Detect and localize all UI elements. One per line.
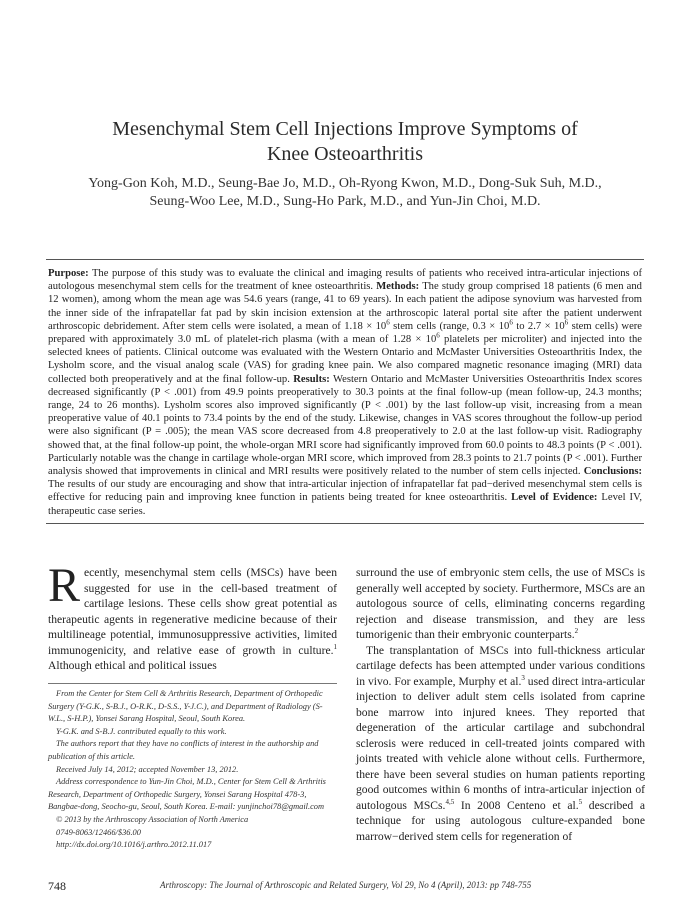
title-line-2: Knee Osteoarthritis: [266, 143, 424, 165]
received-note: Received July 14, 2012; accepted November 13, 2012.: [56, 764, 239, 774]
intro-paragraph: [48, 559, 337, 674]
conclusions-text: The results of our study are encouraging and show that intra-articular injection of infrapatellar fat pad−derived mesenchymal stem cells is effective for reducing pain and improving knee function in patients being treated for knee osteoarthritis.: [48, 479, 642, 504]
methods-text: stem cells) were prepared with approximately 3.0 mL of platelet-rich plasma (with a mean of 1.28 × 10: [48, 320, 642, 346]
authors-line-2: Seung-Woo Lee, M.D., Sung-Ho Park, M.D., and Yun-Jin Choi, M.D.: [149, 194, 541, 209]
purpose-text: The purpose of this study was to evaluate the clinical and imaging results of patients who received intra-articular injections of autologous mesenchymal stem cells for the treatment of knee osteoarthritis.: [48, 268, 642, 293]
methods-text: The study group comprised 18 patients (6 men and 12 women), among whom the mean age was 54.6 years (range, 41 to 69 years). In each patient the adipose synovium was harvested from the inner side of the infrapatellar fat pad by skin incision extension at the arthroscopic lateral portal site after the patient underwent arthroscopic debridement. After stem cells were isolated, a mean of 1.18 × 10: [48, 281, 642, 332]
body-column-right: [356, 565, 645, 844]
reference-3[interactable]: 3: [521, 673, 525, 682]
methods-label: Methods:: [376, 281, 420, 293]
page-number: 748: [48, 879, 66, 893]
intro-text-cont: Although ethical and political issues: [48, 659, 217, 672]
paragraph-text: described a technique for using autologous culture-expanded bone marrow−derived stem cells for regeneration of: [356, 798, 645, 843]
conclusions-label: Conclusions:: [583, 466, 642, 478]
results-text: Western Ontario and McMaster Universities Osteoarthritis Index scores decreased significantly (P < .001) from 49.9 points preoperatively to 30.3 points at the final follow-up (mean follow-up, 24.3 months; range, 24 to 26 months). Lysholm scores also improved significantly (P < .001) by the last follow-up visit, increasing from a mean preoperative value of 40.1 points to 73.4 points by the end of the study. Likewise, changes in VAS scores throughout the follow-up period were also significant (P = .005); the mean VAS score decreased from 4.8 preoperatively to 2.0 at the last follow-up visit. Radiography showed that, at the final follow-up point, the whole-organ MRI score had significantly improved from 60.0 points to 48.3 points (P < .001). Particularly notable was the change in cartilage whole-organ MRI score, which improved from 28.3 points to 21.7 points (P < .001). Further analysis showed that improvements in clinical and MRI results were positively related to the number of stem cells injected.: [48, 373, 642, 478]
results-label: Results:: [293, 373, 330, 385]
reference-1[interactable]: 1: [333, 642, 337, 651]
superscript: 6: [564, 318, 569, 327]
doi-link[interactable]: http://dx.doi.org/10.1016/j.arthro.2012.11.017: [56, 840, 212, 850]
conflict-note: The authors report that they have no conflicts of interest in the authorship and publication of this article.: [48, 739, 319, 761]
evidence-text: Level IV, therapeutic case series.: [48, 492, 643, 517]
correspondence-note: Address correspondence to Yun-Jin Choi, M.D., Center for Stem Cell & Arthritis Research, Department of Orthopedic Surgery, Yonsei Sarang Hospital 478-3, Bangbae-dong, Seocho-gu, Seoul, South Korea. E-mail: yunjinchoi78@gmail.com: [48, 777, 326, 812]
paragraph-text: In 2008 Centeno et al.: [454, 798, 579, 812]
drop-cap: R: [48, 559, 81, 612]
copyright-note: © 2013 by the Arthroscopy Association of North America: [56, 814, 249, 824]
reference-5[interactable]: 5: [578, 797, 583, 806]
contribution-note: Y-G.K. and S-B.J. contributed equally to this work.: [56, 726, 227, 736]
issn-note: 0749-8063/12466/$36.00: [56, 827, 141, 837]
title-line-1: Mesenchymal Stem Cell Injections Improve Symptoms of: [112, 118, 578, 140]
superscript: 6: [436, 331, 440, 340]
reference-4-5[interactable]: 4,5: [445, 797, 455, 806]
body-paragraph-2: [356, 643, 645, 845]
paragraph-text: used direct intra-articular injection to deliver adult stem cells isolated from caprine bone marrow into injured knees. They reported that degeneration of the articular cartilage and subchondral sclerosis were reduced in cell-treated joints compared with joints treated with vehicle alone without cells. Furthermore, there have been several studies on human patients reporting good outcomes within 6 months of intra-articular injection of autologous MSCs.: [356, 674, 645, 812]
body-paragraph-1: [356, 565, 645, 643]
methods-text: to 2.7 × 10: [512, 320, 565, 332]
superscript: 6: [386, 318, 390, 327]
footnotes: [48, 683, 337, 852]
superscript: 6: [509, 318, 513, 327]
paragraph-text: surround the use of embryonic stem cells, the use of MSCs is generally well accepted by society. Furthermore, MSCs are an autologous source of cells, eliminating concerns regarding rejection and disease transmission, and they are less tumorigenic than their embryonic counterparts.: [356, 566, 645, 641]
authors-line-1: Yong-Gon Koh, M.D., Seung-Bae Jo, M.D., Oh-Ryong Kwon, M.D., Dong-Suk Suh, M.D.,: [88, 176, 602, 191]
methods-text: stem cells (range, 0.3 × 10: [389, 320, 510, 332]
journal-citation: Arthroscopy: The Journal of Arthroscopic and Related Surgery, Vol 29, No 4 (April), 2013: pp 748-755: [160, 880, 532, 890]
affiliation-note: From the Center for Stem Cell & Arthritis Research, Department of Orthopedic Surgery (Y-G.K., S-B.J., O-R.K., D-S.S., Y-J.C.), and Department of Radiology (S-W.L., S-H.P.), Yonsei Sarang Hospital, Seoul, South Korea.: [48, 689, 323, 724]
abstract-box: [46, 259, 644, 524]
evidence-label: Level of Evidence:: [511, 492, 598, 504]
reference-2[interactable]: 2: [574, 627, 579, 636]
body-column-left: [48, 559, 337, 674]
paragraph-text: The transplantation of MSCs into full-thickness articular cartilage defects has been attempted under various conditions in vivo. For example, Murphy et al.: [356, 643, 645, 688]
article-title: [40, 117, 650, 167]
purpose-label: Purpose:: [48, 268, 89, 279]
intro-text: ecently, mesenchymal stem cells (MSCs) have been suggested for use in the cell-based treatment of cartilage lesions. These cells show great potential as therapeutic agents in regenerative medicine because of their multilineage potential, immunosuppressive activities, limited immunogenicity, and relative ease of growth in culture.: [48, 566, 337, 657]
abstract-text: [48, 267, 642, 518]
author-list: [40, 175, 650, 211]
methods-text: platelets per microliter) and injected into the selected knees of patients. Clinical outcome was evaluated with the Western Ontario and McMaster Universities Osteoarthritis Index, the Lysholm score, and the visual analog scale (VAS) for grading knee pain. We also compared magnetic resonance imaging (MRI) data collected both preoperatively and at the final follow-up.: [48, 334, 642, 385]
